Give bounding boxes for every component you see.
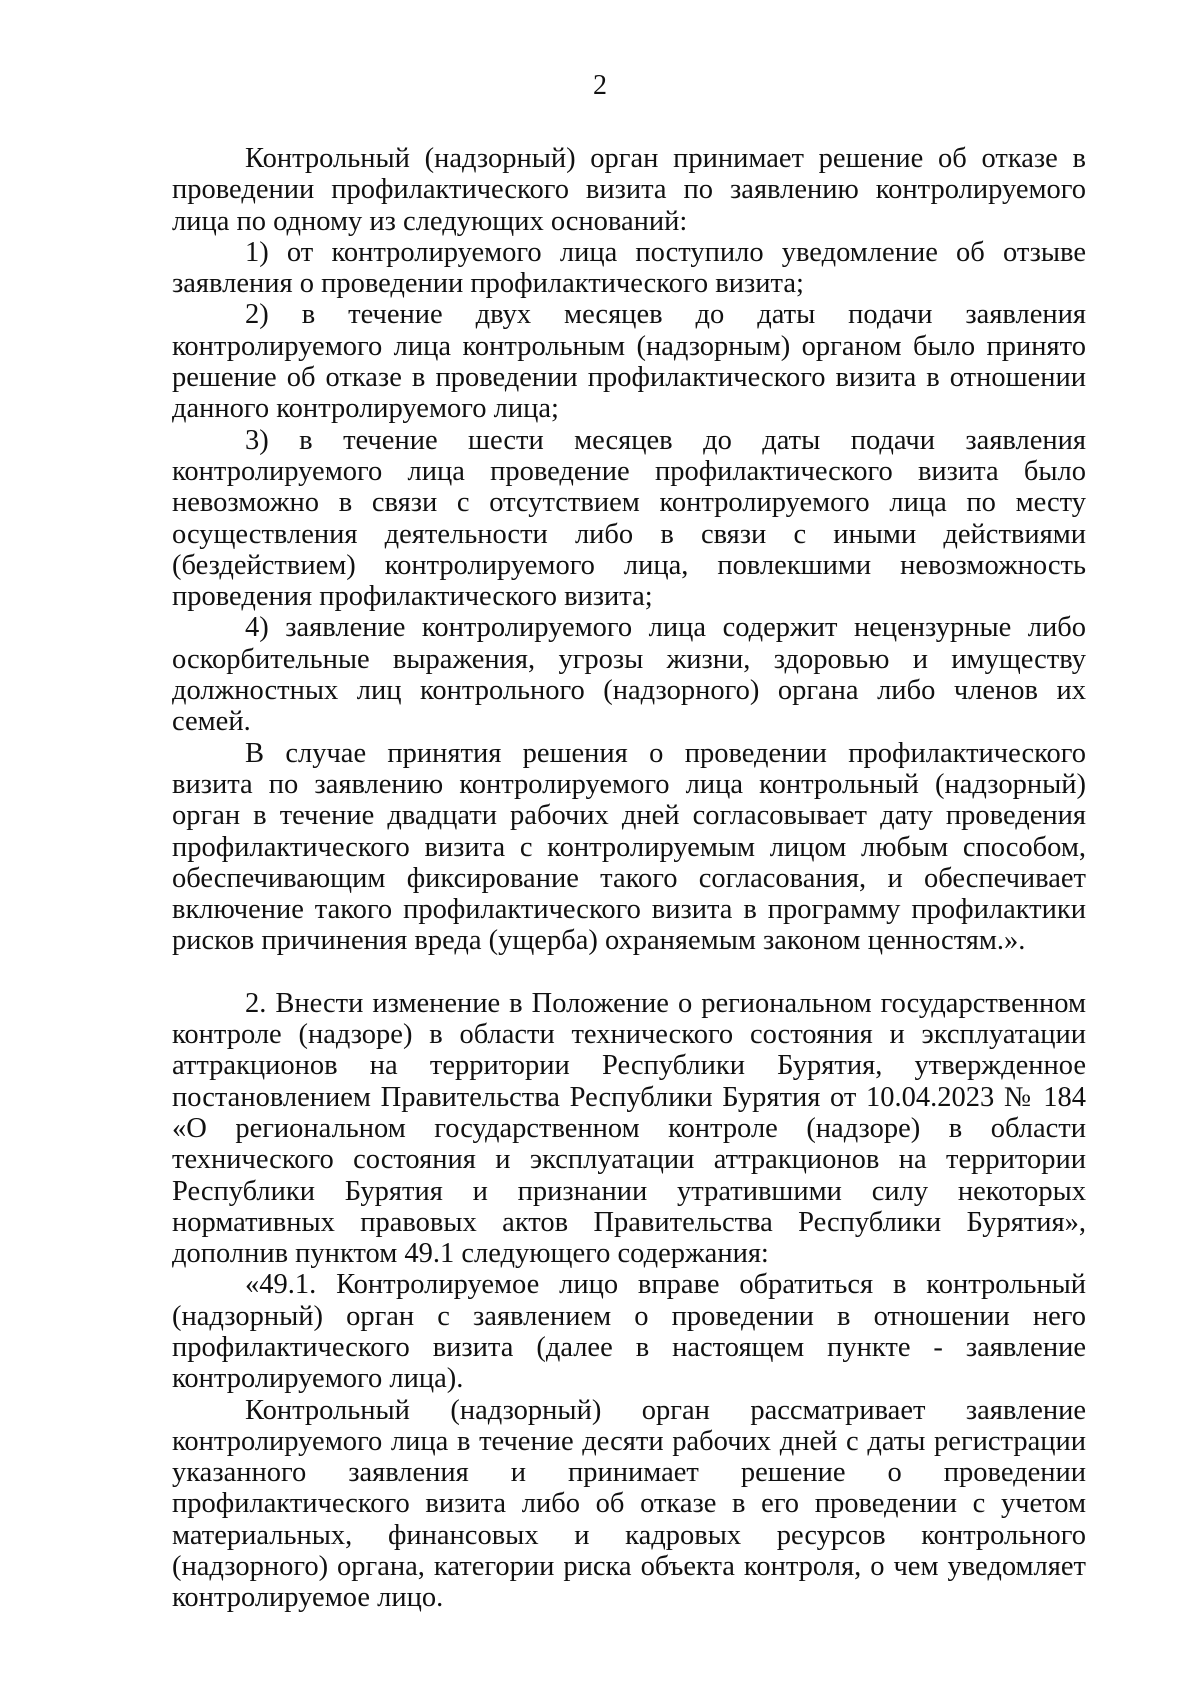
page-number: 2 bbox=[593, 70, 607, 101]
paragraph-application-review: Контрольный (надзорный) орган рассматривает заявление контролируемого лица в течение десяти рабочих дней с даты регистрации указанного заявления и принимает решение о проведении профилактического визита либо об отказе в его проведении с учетом материальных, финансовых и кадровых ресурсов контрольного (надзорного) органа, категории риска объекта контроля, о чем уведомляет контролируемое лицо. bbox=[172, 1394, 1086, 1614]
paragraph-refusal-grounds: Контрольный (надзорный) орган принимает решение об отказе в проведении профилактического визита по заявлению контролируемого лица по одному из следующих оснований: bbox=[172, 143, 1086, 237]
paragraph-ground-1: 1) от контролируемого лица поступило уведомление об отзыве заявления о проведении профилактического визита; bbox=[172, 236, 1086, 300]
paragraph-amendment-2: 2. Внести изменение в Положение о региональном государственном контроле (надзоре) в области технического состояния и эксплуатации аттракционов на территории Республики Бурятия, утвержденное постановлением Правительства Республики Бурятия от 10.04.2023 № 184 «О региональном государственном контроле (надзоре) в области технического состояния и эксплуатации аттракционов на территории Республики Бурятия и признании утратившими силу некоторых нормативных правовых актов Правительства Республики Бурятия», дополнив пунктом 49.1 следующего содержания: bbox=[172, 987, 1086, 1270]
paragraph-ground-3: 3) в течение шести месяцев до даты подачи заявления контролируемого лица проведение профилактического визита было невозможно в связи с отсутствием контролируемого лица по месту осуществления деятельности либо в связи с иными действиями (бездействием) контролируемого лица, повлекшими невозможность проведения профилактического визита; bbox=[172, 424, 1086, 613]
paragraph-ground-4: 4) заявление контролируемого лица содержит нецензурные либо оскорбительные выражения, угрозы жизни, здоровью и имуществу должностных лиц контрольного (надзорного) органа либо членов их семей. bbox=[172, 612, 1086, 738]
paragraph-visit-agreement: В случае принятия решения о проведении профилактического визита по заявлению контролируемого лица контрольный (надзорный) орган в течение двадцати рабочих дней согласовывает дату проведения профилактического визита с контролируемым лицом любым способом, обеспечивающим фиксирование такого согласования, и обеспечивает включение такого профилактического визита в программу профилактики рисков причинения вреда (ущерба) охраняемым законом ценностям.». bbox=[172, 737, 1086, 957]
paragraph-ground-2: 2) в течение двух месяцев до даты подачи заявления контролируемого лица контрольным (надзорным) органом было принято решение об отказе в проведении профилактического визита в отношении данного контролируемого лица; bbox=[172, 299, 1086, 425]
paragraph-item-49-1: «49.1. Контролируемое лицо вправе обратиться в контрольный (надзорный) орган с заявлением о проведении в отношении него профилактического визита (далее в настоящем пункте - заявление контролируемого лица). bbox=[172, 1269, 1086, 1395]
document-body bbox=[172, 143, 1086, 1614]
